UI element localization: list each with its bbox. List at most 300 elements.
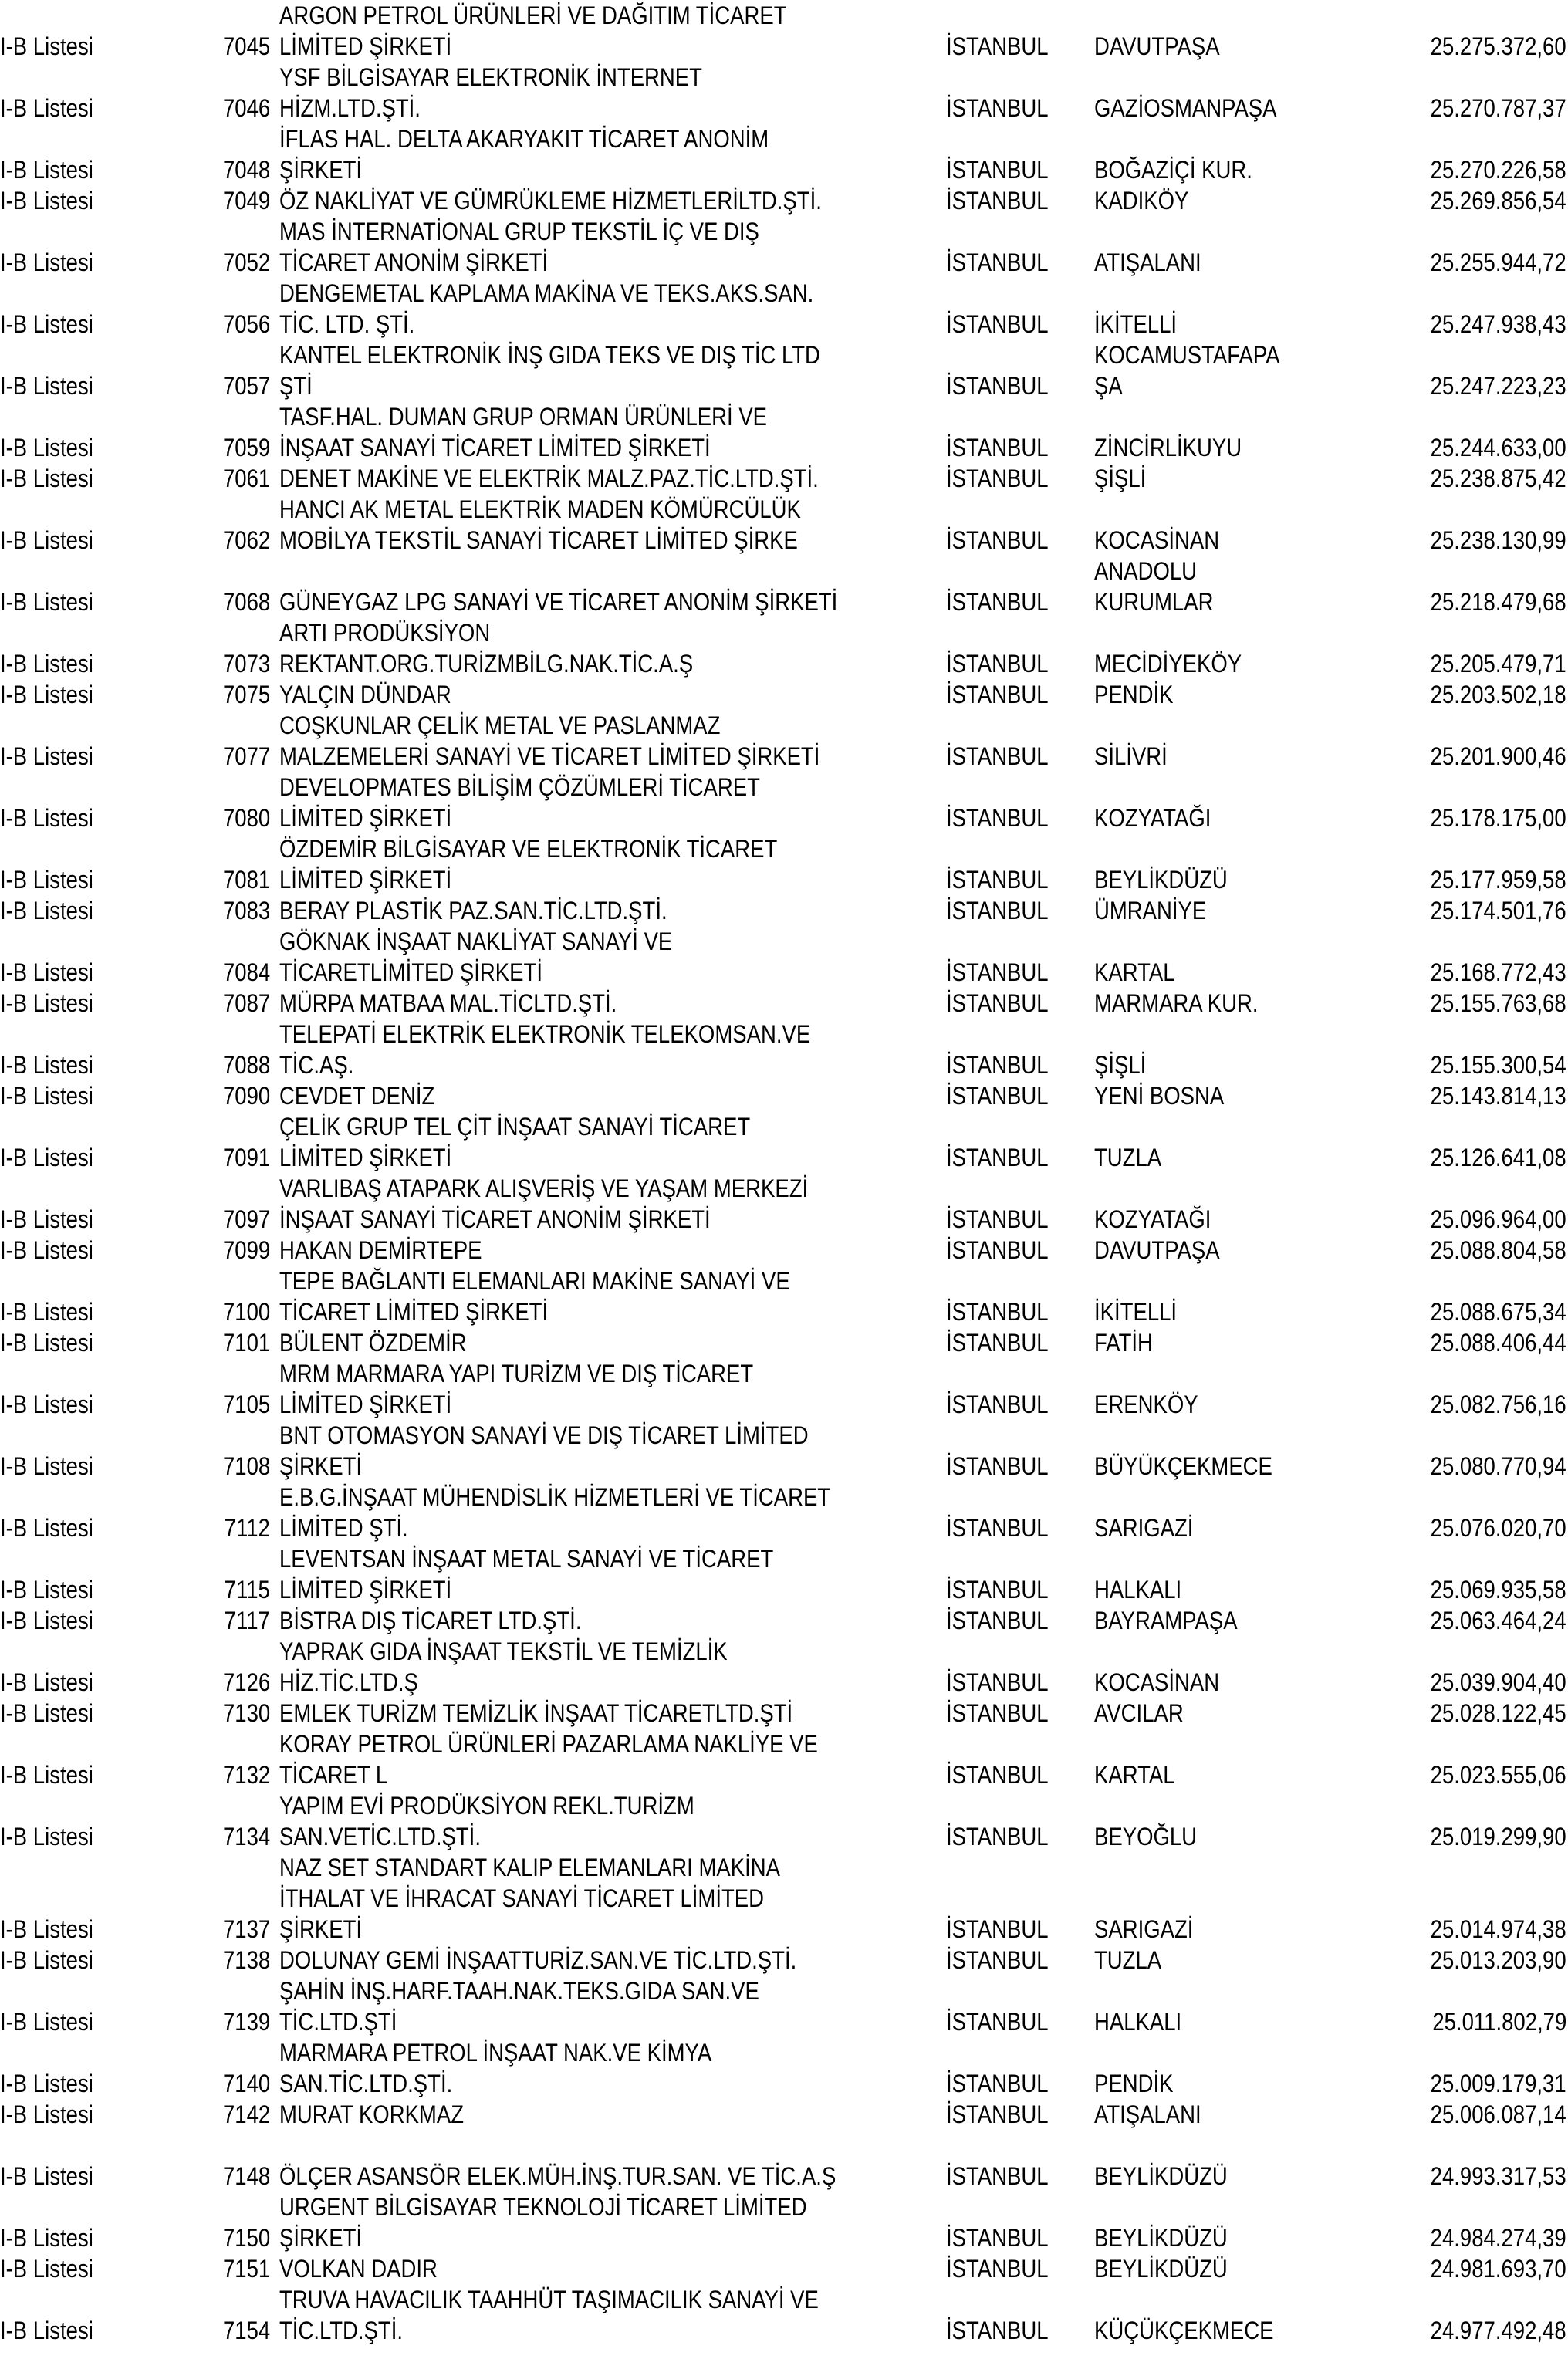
city: İSTANBUL [946,1236,1049,1264]
district: PENDİK [1094,681,1174,708]
district: İKİTELLİ [1094,1298,1178,1326]
city: İSTANBUL [946,958,1049,986]
city: İSTANBUL [946,1051,1049,1079]
amount: 25.155.300,54 [1431,1051,1566,1079]
table-row [0,463,1568,494]
city: İSTANBUL [946,804,1049,832]
list-label: I-B Listesi [0,804,93,832]
record-number: 7151 [222,2255,270,2283]
row-line [0,1790,1568,1821]
district: KÜÇÜKÇEKMECE [1094,2317,1274,2344]
record-number: 7150 [222,2224,270,2252]
company-name: ŞTİ [279,372,313,400]
company-name: YSF BİLGİSAYAR ELEKTRONİK İNTERNET [279,63,702,91]
company-name: ŞİRKETİ [279,1915,363,1943]
row-line [0,803,1568,833]
table-row [0,710,1568,772]
city: İSTANBUL [946,866,1049,894]
row-line [0,1235,1568,1266]
row-line [0,1142,1568,1173]
city: İSTANBUL [946,156,1049,184]
amount: 25.143.814,13 [1431,1082,1566,1110]
city: İSTANBUL [946,1607,1049,1634]
row-line [0,1759,1568,1790]
record-number: 7105 [222,1391,270,1418]
company-name: BÜLENT ÖZDEMİR [279,1329,467,1357]
company-name: BNT OTOMASYON SANAYİ VE DIŞ TİCARET LİMİTED [279,1421,809,1449]
row-line [0,1173,1568,1204]
city: İSTANBUL [946,2070,1049,2097]
row-line [0,463,1568,494]
district: ŞİŞLİ [1094,465,1147,492]
company-name: ÇELİK GRUP TEL ÇİT İNŞAAT SANAYİ TİCARET [279,1113,751,1141]
row-line [0,2068,1568,2099]
company-name: TELEPATİ ELEKTRİK ELEKTRONİK TELEKOMSAN.VE [279,1020,811,1048]
company-name: LİMİTED ŞİRKETİ [279,1576,452,1604]
record-number: 7117 [224,1607,270,1634]
row-line [0,1667,1568,1698]
table-row [0,123,1568,185]
district: BEYLİKDÜZÜ [1094,2162,1228,2190]
amount: 25.126.641,08 [1431,1144,1566,1171]
list-label: I-B Listesi [0,2224,93,2252]
record-number: 7100 [222,1298,270,1326]
company-name: MARMARA PETROL İNŞAAT NAK.VE KİMYA [279,2039,712,2067]
company-name: EMLEK TURİZM TEMİZLİK İNŞAAT TİCARETLTD.ŞTİ [279,1699,793,1727]
record-number: 7083 [222,897,270,924]
amount: 25.275.372,60 [1431,32,1566,60]
company-name: TASF.HAL. DUMAN GRUP ORMAN ÜRÜNLERİ VE [279,403,768,431]
amount: 25.082.756,16 [1431,1391,1566,1418]
record-number: 7075 [222,681,270,708]
amount: 25.006.087,14 [1431,2100,1566,2128]
list-label: I-B Listesi [0,1699,93,1727]
row-line [0,617,1568,648]
company-name: TİC. LTD. ŞTİ. [279,310,415,338]
list-label: I-B Listesi [0,1761,93,1789]
city: İSTANBUL [946,1298,1049,1326]
company-name: TRUVA HAVACILIK TAAHHÜT TAŞIMACILIK SANAYİ VE [279,2286,819,2313]
company-name: KANTEL ELEKTRONİK İNŞ GIDA TEKS VE DIŞ TİC LTD [279,341,820,369]
city: İSTANBUL [946,1144,1049,1171]
city: İSTANBUL [946,187,1049,215]
company-name: MOBİLYA TEKSTİL SANAYİ TİCARET LİMİTED ŞİRKE [279,526,798,554]
row-line [0,556,1568,586]
district: BÜYÜKÇEKMECE [1094,1452,1272,1480]
row-line [0,31,1568,62]
city: İSTANBUL [946,248,1049,276]
record-number: 7099 [222,1236,270,1264]
record-number: 7132 [222,1761,270,1789]
table-row [0,2099,1568,2130]
district: TUZLA [1094,1144,1162,1171]
row-line [0,957,1568,988]
list-label: I-B Listesi [0,2162,93,2190]
company-name: DOLUNAY GEMİ İNŞAATTURİZ.SAN.VE TİC.LTD.ŞTİ. [279,1946,797,1974]
record-number: 7084 [222,958,270,986]
record-number: 7097 [222,1205,270,1233]
row-line [0,1914,1568,1945]
city: İSTANBUL [946,1576,1049,1604]
amount: 25.270.787,37 [1431,94,1566,122]
table-row [0,1698,1568,1729]
list-label: I-B Listesi [0,2008,93,2036]
record-number: 7048 [222,156,270,184]
row-line [0,278,1568,309]
district: ŞİŞLİ [1094,1051,1147,1079]
city: İSTANBUL [946,1668,1049,1696]
company-name: TİC.LTD.ŞTİ. [279,2317,404,2344]
amount: 25.244.633,00 [1431,434,1566,461]
record-number: 7077 [222,742,270,770]
district: ÜMRANİYE [1094,897,1207,924]
amount: 25.011.802,79 [1432,2008,1566,2036]
table-row [0,1111,1568,1173]
row-line [0,1451,1568,1482]
city: İSTANBUL [946,1946,1049,1974]
record-number: 7139 [222,2008,270,2036]
company-name: İNŞAAT SANAYİ TİCARET LİMİTED ŞİRKETİ [279,434,711,461]
record-number: 7052 [222,248,270,276]
row-line [0,1420,1568,1451]
row-line [0,2192,1568,2222]
row-line [0,1266,1568,1296]
district: BAYRAMPAŞA [1094,1607,1238,1634]
list-label: I-B Listesi [0,989,93,1017]
row-line [0,1821,1568,1852]
row-line [0,1204,1568,1235]
amount: 25.255.944,72 [1431,248,1566,276]
row-line [0,154,1568,185]
district: ERENKÖY [1094,1391,1198,1418]
list-label: I-B Listesi [0,434,93,461]
district: ANADOLU [1094,557,1198,585]
amount: 25.269.856,54 [1431,187,1566,215]
city: İSTANBUL [946,1391,1049,1418]
row-line [0,1574,1568,1605]
district: SARIGAZİ [1094,1514,1194,1542]
company-name: HAKAN DEMİRTEPE [279,1236,482,1264]
row-line [0,1975,1568,2006]
row-line [0,895,1568,926]
amount: 25.201.900,46 [1431,742,1566,770]
district: KOCASİNAN [1094,1668,1220,1696]
table-row [0,1173,1568,1235]
company-name: TİCARET L [279,1761,388,1789]
district: ATIŞALANI [1094,2100,1201,2128]
row-line [0,216,1568,247]
company-name: İTHALAT VE İHRACAT SANAYİ TİCARET LİMİTED [279,1884,765,1912]
row-line [0,2006,1568,2037]
company-name: TİCARET ANONİM ŞİRKETİ [279,248,549,276]
list-label: I-B Listesi [0,465,93,492]
company-name: ŞİRKETİ [279,2224,363,2252]
row-line [0,1296,1568,1327]
record-number: 7057 [222,372,270,400]
city: İSTANBUL [946,742,1049,770]
list-label: I-B Listesi [0,1668,93,1696]
table-row [0,926,1568,988]
amount: 25.203.502,18 [1431,681,1566,708]
row-line [0,1729,1568,1759]
city: İSTANBUL [946,32,1049,60]
district: KOZYATAĞI [1094,804,1211,832]
district: BEYOĞLU [1094,1823,1198,1850]
amount: 25.080.770,94 [1431,1452,1566,1480]
district: SARIGAZİ [1094,1915,1194,1943]
row-line [0,340,1568,370]
company-name: YAPIM EVİ PRODÜKSİYON REKL.TURİZM [279,1792,694,1820]
district: MARMARA KUR. [1094,989,1259,1017]
company-name: KORAY PETROL ÜRÜNLERİ PAZARLAMA NAKLİYE VE [279,1730,818,1758]
table-row [0,2192,1568,2253]
list-label: I-B Listesi [0,94,93,122]
city: İSTANBUL [946,681,1049,708]
list-label: I-B Listesi [0,1082,93,1110]
district: BEYLİKDÜZÜ [1094,2224,1228,2252]
list-label: I-B Listesi [0,1329,93,1357]
company-name: NAZ SET STANDART KALIP ELEMANLARI MAKİNA [279,1854,780,1881]
company-name: COŞKUNLAR ÇELİK METAL VE PASLANMAZ [279,711,721,739]
company-name: HİZM.LTD.ŞTİ. [279,94,421,122]
city: İSTANBUL [946,2162,1049,2190]
district: PENDİK [1094,2070,1174,2097]
city: İSTANBUL [946,2008,1049,2036]
list-label: I-B Listesi [0,1205,93,1233]
row-line [0,1945,1568,1975]
row-line [0,988,1568,1019]
company-name: LİMİTED ŞİRKETİ [279,1144,452,1171]
amount: 24.984.274,39 [1431,2224,1566,2252]
amount: 25.014.974,38 [1431,1915,1566,1943]
table-row [0,401,1568,463]
company-name: SAN.VETİC.LTD.ŞTİ. [279,1823,481,1850]
record-number: 7059 [222,434,270,461]
table-row [0,494,1568,556]
record-number: 7112 [224,1514,270,1542]
row-line [0,525,1568,556]
row-line [0,864,1568,895]
table-row [0,1080,1568,1111]
list-label: I-B Listesi [0,1452,93,1480]
table-row [0,772,1568,833]
district: DAVUTPAŞA [1094,32,1220,60]
company-name: TİCARETLİMİTED ŞİRKETİ [279,958,542,986]
row-line [0,1358,1568,1389]
table-row [0,1543,1568,1605]
company-name: E.B.G.İNŞAAT MÜHENDİSLİK HİZMETLERİ VE TİCARET [279,1483,831,1511]
company-name: HANCI AK METAL ELEKTRİK MADEN KÖMÜRCÜLÜK [279,495,801,523]
record-number: 7090 [222,1082,270,1110]
table-row [0,340,1568,401]
row-line [0,772,1568,803]
city: İSTANBUL [946,1329,1049,1357]
record-number: 7108 [222,1452,270,1480]
district: MECİDİYEKÖY [1094,650,1242,678]
row-line [0,1019,1568,1049]
list-label: I-B Listesi [0,2255,93,2283]
company-name: DENET MAKİNE VE ELEKTRİK MALZ.PAZ.TİC.LTD.ŞTİ. [279,465,819,492]
district: AVCILAR [1094,1699,1184,1727]
table-row [0,1327,1568,1358]
list-label: I-B Listesi [0,1946,93,1974]
amount: 25.270.226,58 [1431,156,1566,184]
city: İSTANBUL [946,1761,1049,1789]
district: ZİNCİRLİKUYU [1094,434,1242,461]
row-line [0,2284,1568,2315]
row-line [0,741,1568,772]
row-line [0,1543,1568,1574]
row-line [0,494,1568,525]
table-row [0,679,1568,710]
row-line [0,1883,1568,1914]
record-number: 7046 [222,94,270,122]
district: BEYLİKDÜZÜ [1094,866,1228,894]
district: BOĞAZİÇİ KUR. [1094,156,1252,184]
list-label: I-B Listesi [0,1144,93,1171]
list-label: I-B Listesi [0,1514,93,1542]
city: İSTANBUL [946,2224,1049,2252]
list-label: I-B Listesi [0,1915,93,1943]
company-name: BİSTRA DIŞ TİCARET LTD.ŞTİ. [279,1607,582,1634]
list-label: I-B Listesi [0,866,93,894]
row-line [0,123,1568,154]
row-line [0,1049,1568,1080]
company-name: VARLIBAŞ ATAPARK ALIŞVERİŞ VE YAŞAM MERKEZİ [279,1174,809,1202]
record-number: 7091 [222,1144,270,1171]
city: İSTANBUL [946,465,1049,492]
table-row [0,1852,1568,1945]
amount: 25.205.479,71 [1431,650,1566,678]
company-name: TİC.AŞ. [279,1051,354,1079]
company-name: GÖKNAK İNŞAAT NAKLİYAT SANAYİ VE [279,928,673,955]
company-name: ÖLÇER ASANSÖR ELEK.MÜH.İNŞ.TUR.SAN. VE TİC.A.Ş [279,2162,836,2190]
table-row [0,1019,1568,1080]
amount: 25.063.464,24 [1431,1607,1566,1634]
city: İSTANBUL [946,310,1049,338]
amount: 25.155.763,68 [1431,989,1566,1017]
company-name: LİMİTED ŞTİ. [279,1514,408,1542]
company-name: İNŞAAT SANAYİ TİCARET ANONİM ŞİRKETİ [279,1205,711,1233]
list-label: I-B Listesi [0,248,93,276]
row-line [0,432,1568,463]
amount: 25.247.938,43 [1431,310,1566,338]
amount: 24.993.317,53 [1431,2162,1566,2190]
record-number: 7137 [222,1915,270,1943]
table-row [0,1945,1568,1975]
list-label: I-B Listesi [0,2070,93,2097]
row-line [0,2253,1568,2284]
record-number: 7140 [222,2070,270,2097]
company-name: MÜRPA MATBAA MAL.TİCLTD.ŞTİ. [279,989,617,1017]
district: FATİH [1094,1329,1153,1357]
table-row [0,895,1568,926]
list-label: I-B Listesi [0,1607,93,1634]
city: İSTANBUL [946,989,1049,1017]
company-name: DEVELOPMATES BİLİŞİM ÇÖZÜMLERİ TİCARET [279,773,760,801]
row-line [0,2222,1568,2253]
district: YENİ BOSNA [1094,1082,1225,1110]
record-number: 7062 [222,526,270,554]
record-number: 7080 [222,804,270,832]
company-name: ŞİRKETİ [279,156,363,184]
company-name: HİZ.TİC.LTD.Ş [279,1668,418,1696]
row-line [0,1080,1568,1111]
company-name: MALZEMELERİ SANAYİ VE TİCARET LİMİTED ŞİRKETİ [279,742,820,770]
table-row [0,1420,1568,1482]
table-row [0,2037,1568,2099]
row-line [0,370,1568,401]
row-line [0,309,1568,340]
company-name: ÖZDEMİR BİLGİSAYAR VE ELEKTRONİK TİCARET [279,835,778,863]
company-name: CEVDET DENİZ [279,1082,435,1110]
table-row [0,1605,1568,1636]
row-line [0,247,1568,278]
company-name: LİMİTED ŞİRKETİ [279,1391,452,1418]
amount: 25.247.223,23 [1431,372,1566,400]
company-name: TİCARET LİMİTED ŞİRKETİ [279,1298,549,1326]
amount: 25.096.964,00 [1431,1205,1566,1233]
company-name: MRM MARMARA YAPI TURİZM VE DIŞ TİCARET [279,1360,754,1387]
amount: 25.023.555,06 [1431,1761,1566,1789]
company-name: DENGEMETAL KAPLAMA MAKİNA VE TEKS.AKS.SAN. [279,279,814,307]
district: TUZLA [1094,1946,1162,1974]
amount: 25.076.020,70 [1431,1514,1566,1542]
district: SİLİVRİ [1094,742,1168,770]
list-label: I-B Listesi [0,187,93,215]
table-row [0,617,1568,679]
company-name: ŞİRKETİ [279,1452,363,1480]
company-name: TEPE BAĞLANTI ELEMANLARI MAKİNE SANAYİ VE [279,1267,790,1295]
city: İSTANBUL [946,2317,1049,2344]
company-name: GÜNEYGAZ LPG SANAYİ VE TİCARET ANONİM ŞİRKETİ [279,588,838,616]
record-number: 7056 [222,310,270,338]
city: İSTANBUL [946,1915,1049,1943]
company-name: URGENT BİLGİSAYAR TEKNOLOJİ TİCARET LİMİTED [279,2193,807,2221]
city: İSTANBUL [946,2255,1049,2283]
city: İSTANBUL [946,1452,1049,1480]
company-name: TİC.LTD.ŞTİ [279,2008,397,2036]
amount: 25.174.501,76 [1431,897,1566,924]
table-row [0,216,1568,278]
record-number: 7142 [222,2100,270,2128]
company-name: BERAY PLASTİK PAZ.SAN.TİC.LTD.ŞTİ. [279,897,667,924]
city: İSTANBUL [946,526,1049,554]
city: İSTANBUL [946,1082,1049,1110]
table-row [0,2284,1568,2346]
table-row [0,1790,1568,1852]
company-name: MAS İNTERNATİONAL GRUP TEKSTİL İÇ VE DIŞ [279,218,759,245]
district: HALKALI [1094,2008,1182,2036]
company-name: YAPRAK GIDA İNŞAAT TEKSTİL VE TEMİZLİK [279,1637,728,1665]
row-line [0,401,1568,432]
list-label: I-B Listesi [0,958,93,986]
list-label: I-B Listesi [0,1391,93,1418]
company-name: YALÇIN DÜNDAR [279,681,451,708]
list-label: I-B Listesi [0,1236,93,1264]
record-number: 7134 [222,1823,270,1850]
amount: 25.088.406,44 [1431,1329,1566,1357]
amount: 25.168.772,43 [1431,958,1566,986]
row-line [0,586,1568,617]
row-line [0,2099,1568,2130]
amount: 24.981.693,70 [1431,2255,1566,2283]
table-row [0,185,1568,216]
row-line [0,62,1568,93]
record-number: 7061 [222,465,270,492]
district: ŞA [1094,372,1123,400]
company-name: SAN.TİC.LTD.ŞTİ. [279,2070,453,2097]
